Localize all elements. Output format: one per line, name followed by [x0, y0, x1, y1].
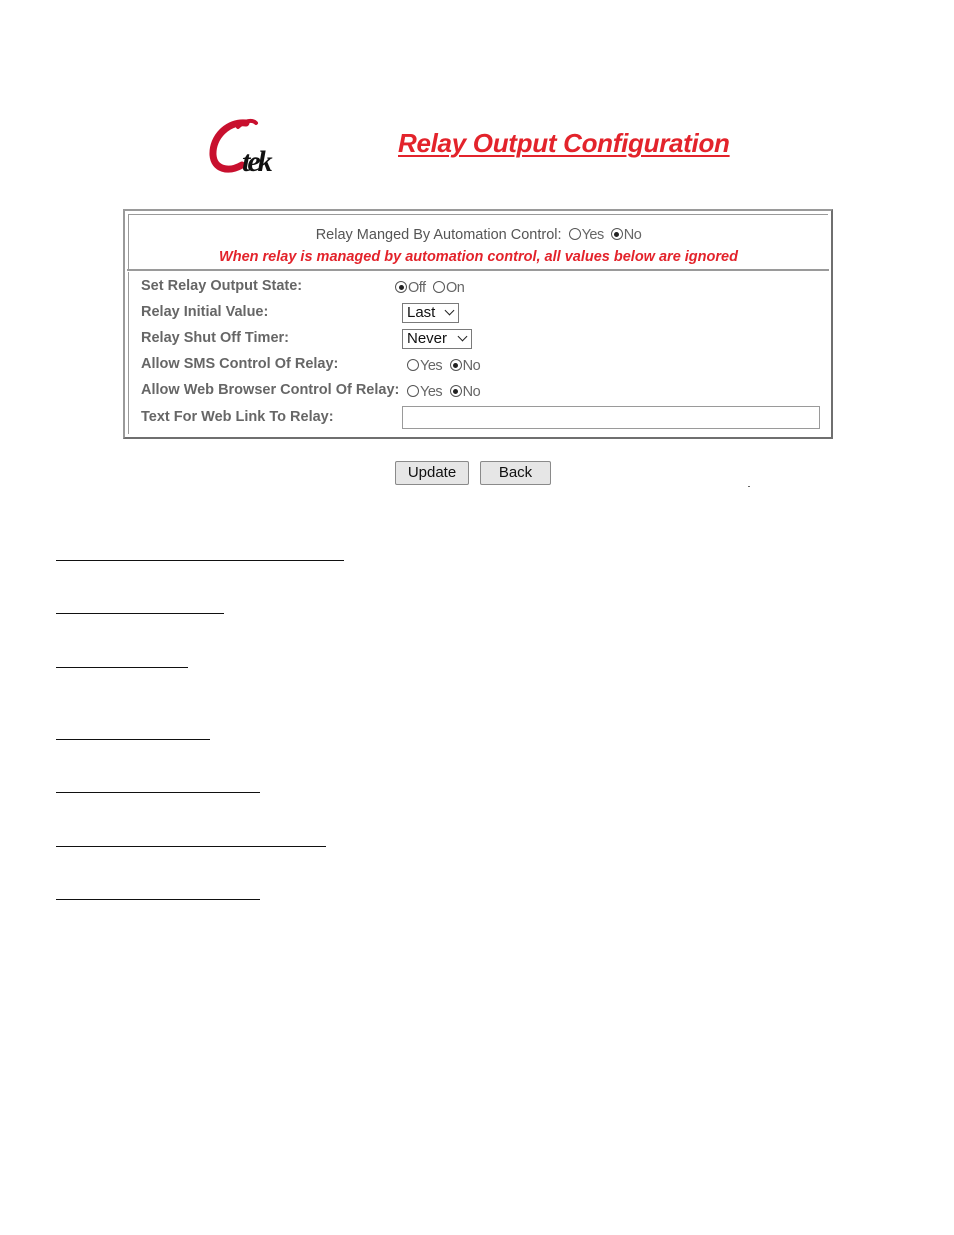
web-yes-label: Yes: [420, 384, 443, 400]
blank-line-4: [56, 739, 210, 740]
web-no-radio[interactable]: [450, 385, 462, 397]
initial-value-selected: Last: [407, 304, 436, 321]
state-off-radio[interactable]: [395, 281, 407, 293]
web-link-input[interactable]: [402, 406, 820, 429]
automation-yes-label: Yes: [581, 227, 604, 243]
web-no-label: No: [462, 384, 481, 400]
automation-section: [128, 214, 828, 269]
sms-control-control: [404, 357, 480, 375]
automation-no-radio[interactable]: [611, 228, 623, 240]
svg-text:tek: tek: [242, 145, 270, 178]
sms-yes-radio[interactable]: [407, 359, 419, 371]
blank-line-1: [56, 560, 344, 561]
web-control-label: Allow Web Browser Control Of Relay:: [141, 382, 400, 398]
automation-warning: When relay is managed by automation control, all values below are ignored: [219, 249, 738, 265]
sms-no-radio[interactable]: [450, 359, 462, 371]
set-state-label: Set Relay Output State:: [141, 278, 303, 294]
web-yes-radio[interactable]: [407, 385, 419, 397]
automation-no-label: No: [623, 227, 642, 243]
settings-section: [128, 272, 828, 434]
automation-row: [129, 227, 828, 243]
ctek-logo: [208, 115, 308, 179]
stray-mark: [748, 486, 750, 487]
set-state-control: [392, 279, 464, 297]
sms-control-label: Allow SMS Control Of Relay:: [141, 356, 339, 372]
web-control-control: [404, 383, 480, 401]
initial-value-label: Relay Initial Value:: [141, 304, 269, 320]
back-button[interactable]: Back: [480, 461, 551, 485]
chevron-down-icon: [458, 332, 468, 342]
automation-yes-radio[interactable]: [569, 228, 581, 240]
blank-line-2: [56, 613, 224, 614]
blank-line-6: [56, 846, 326, 847]
state-on-radio[interactable]: [433, 281, 445, 293]
sms-yes-label: Yes: [420, 358, 443, 374]
web-link-label: Text For Web Link To Relay:: [141, 409, 334, 425]
blank-line-3: [56, 667, 188, 668]
state-off-label: Off: [408, 280, 426, 296]
shutoff-timer-selected: Never: [407, 330, 448, 347]
blank-line-7: [56, 899, 260, 900]
state-on-label: On: [446, 280, 465, 296]
page-title: Relay Output Configuration: [398, 128, 730, 158]
update-button[interactable]: Update: [395, 461, 469, 485]
blank-line-5: [56, 792, 260, 793]
chevron-down-icon: [445, 306, 455, 316]
shutoff-timer-label: Relay Shut Off Timer:: [141, 330, 289, 346]
section-divider: [127, 269, 829, 271]
automation-label: Relay Manged By Automation Control:: [315, 227, 562, 243]
sms-no-label: No: [462, 358, 481, 374]
shutoff-timer-select[interactable]: [402, 329, 472, 349]
initial-value-select[interactable]: [402, 303, 459, 323]
relay-config-panel: [123, 209, 833, 439]
